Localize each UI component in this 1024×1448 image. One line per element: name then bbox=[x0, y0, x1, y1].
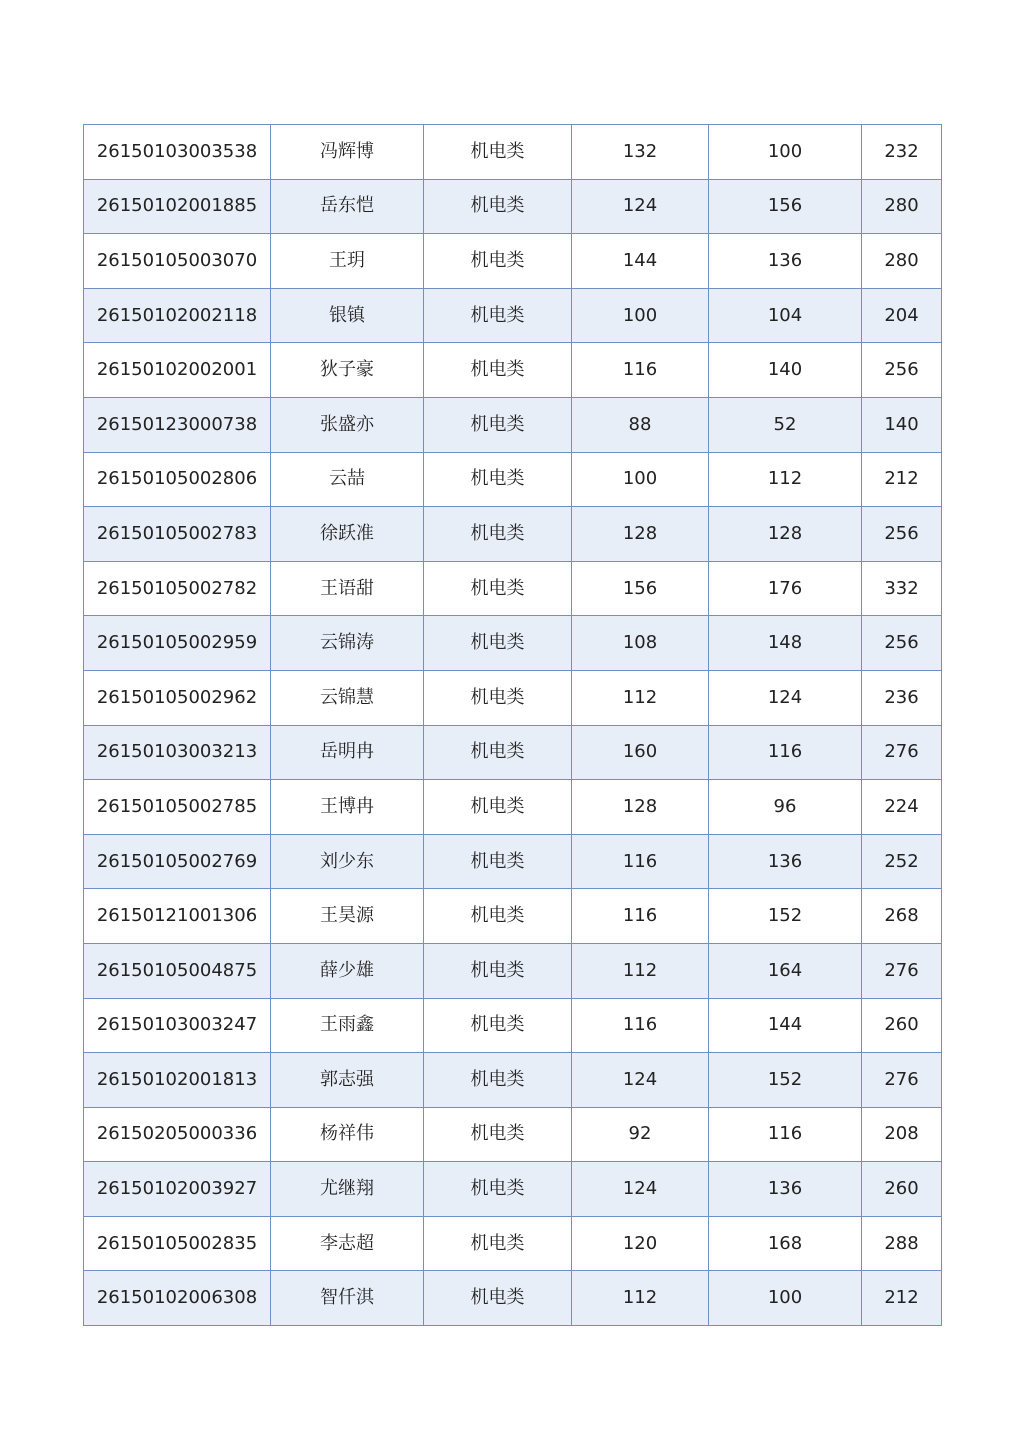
category-cell: 机电类 bbox=[424, 725, 572, 780]
table-row bbox=[84, 452, 942, 507]
candidate-id-cell: 26150123000738 bbox=[84, 397, 271, 452]
candidate-id-cell: 26150103003538 bbox=[84, 125, 271, 180]
category-cell: 机电类 bbox=[424, 507, 572, 562]
category-cell: 机电类 bbox=[424, 288, 572, 343]
category-cell: 机电类 bbox=[424, 125, 572, 180]
score-1-cell: 128 bbox=[572, 507, 709, 562]
category-cell: 机电类 bbox=[424, 1216, 572, 1271]
candidate-name-cell: 张盛亦 bbox=[271, 397, 424, 452]
category-cell: 机电类 bbox=[424, 780, 572, 835]
category-cell: 机电类 bbox=[424, 343, 572, 398]
candidate-id-cell: 26150102001885 bbox=[84, 179, 271, 234]
total-score-cell: 256 bbox=[862, 507, 942, 562]
category-cell: 机电类 bbox=[424, 943, 572, 998]
score-2-cell: 116 bbox=[709, 725, 862, 780]
score-1-cell: 116 bbox=[572, 889, 709, 944]
table-row bbox=[84, 1271, 942, 1326]
score-2-cell: 104 bbox=[709, 288, 862, 343]
total-score-cell: 256 bbox=[862, 616, 942, 671]
total-score-cell: 276 bbox=[862, 943, 942, 998]
score-2-cell: 148 bbox=[709, 616, 862, 671]
score-1-cell: 112 bbox=[572, 670, 709, 725]
score-2-cell: 136 bbox=[709, 1162, 862, 1217]
candidate-id-cell: 26150105002962 bbox=[84, 670, 271, 725]
candidate-name-cell: 岳明冉 bbox=[271, 725, 424, 780]
candidate-name-cell: 云喆 bbox=[271, 452, 424, 507]
candidate-id-cell: 26150103003247 bbox=[84, 998, 271, 1053]
score-1-cell: 144 bbox=[572, 234, 709, 289]
score-2-cell: 140 bbox=[709, 343, 862, 398]
table-row bbox=[84, 1053, 942, 1108]
score-2-cell: 96 bbox=[709, 780, 862, 835]
category-cell: 机电类 bbox=[424, 1053, 572, 1108]
score-1-cell: 100 bbox=[572, 288, 709, 343]
category-cell: 机电类 bbox=[424, 998, 572, 1053]
candidate-id-cell: 26150105004875 bbox=[84, 943, 271, 998]
score-1-cell: 108 bbox=[572, 616, 709, 671]
score-1-cell: 116 bbox=[572, 998, 709, 1053]
score-table bbox=[83, 124, 942, 1326]
total-score-cell: 268 bbox=[862, 889, 942, 944]
candidate-id-cell: 26150103003213 bbox=[84, 725, 271, 780]
category-cell: 机电类 bbox=[424, 616, 572, 671]
table-row bbox=[84, 234, 942, 289]
total-score-cell: 236 bbox=[862, 670, 942, 725]
candidate-id-cell: 26150105002959 bbox=[84, 616, 271, 671]
candidate-id-cell: 26150105003070 bbox=[84, 234, 271, 289]
score-1-cell: 132 bbox=[572, 125, 709, 180]
category-cell: 机电类 bbox=[424, 889, 572, 944]
total-score-cell: 332 bbox=[862, 561, 942, 616]
table-row bbox=[84, 670, 942, 725]
total-score-cell: 208 bbox=[862, 1107, 942, 1162]
candidate-id-cell: 26150105002769 bbox=[84, 834, 271, 889]
table-row bbox=[84, 288, 942, 343]
candidate-id-cell: 26150102006308 bbox=[84, 1271, 271, 1326]
score-2-cell: 156 bbox=[709, 179, 862, 234]
category-cell: 机电类 bbox=[424, 452, 572, 507]
candidate-name-cell: 云锦涛 bbox=[271, 616, 424, 671]
total-score-cell: 252 bbox=[862, 834, 942, 889]
category-cell: 机电类 bbox=[424, 561, 572, 616]
table-row bbox=[84, 1216, 942, 1271]
total-score-cell: 204 bbox=[862, 288, 942, 343]
score-table-body bbox=[84, 125, 942, 1326]
table-row bbox=[84, 507, 942, 562]
candidate-name-cell: 王雨鑫 bbox=[271, 998, 424, 1053]
score-2-cell: 144 bbox=[709, 998, 862, 1053]
total-score-cell: 212 bbox=[862, 1271, 942, 1326]
candidate-name-cell: 冯辉博 bbox=[271, 125, 424, 180]
candidate-name-cell: 薛少雄 bbox=[271, 943, 424, 998]
score-2-cell: 136 bbox=[709, 234, 862, 289]
table-row bbox=[84, 889, 942, 944]
score-1-cell: 128 bbox=[572, 780, 709, 835]
score-1-cell: 124 bbox=[572, 179, 709, 234]
score-1-cell: 100 bbox=[572, 452, 709, 507]
total-score-cell: 260 bbox=[862, 998, 942, 1053]
candidate-name-cell: 王昊源 bbox=[271, 889, 424, 944]
table-row bbox=[84, 834, 942, 889]
candidate-name-cell: 刘少东 bbox=[271, 834, 424, 889]
candidate-name-cell: 尤继翔 bbox=[271, 1162, 424, 1217]
score-2-cell: 112 bbox=[709, 452, 862, 507]
score-2-cell: 168 bbox=[709, 1216, 862, 1271]
score-2-cell: 52 bbox=[709, 397, 862, 452]
candidate-name-cell: 银镇 bbox=[271, 288, 424, 343]
category-cell: 机电类 bbox=[424, 397, 572, 452]
candidate-name-cell: 狄子豪 bbox=[271, 343, 424, 398]
category-cell: 机电类 bbox=[424, 234, 572, 289]
score-1-cell: 112 bbox=[572, 1271, 709, 1326]
score-2-cell: 116 bbox=[709, 1107, 862, 1162]
candidate-name-cell: 杨祥伟 bbox=[271, 1107, 424, 1162]
category-cell: 机电类 bbox=[424, 834, 572, 889]
total-score-cell: 260 bbox=[862, 1162, 942, 1217]
total-score-cell: 224 bbox=[862, 780, 942, 835]
table-row bbox=[84, 616, 942, 671]
candidate-name-cell: 王博冉 bbox=[271, 780, 424, 835]
table-row bbox=[84, 343, 942, 398]
score-1-cell: 116 bbox=[572, 343, 709, 398]
total-score-cell: 280 bbox=[862, 234, 942, 289]
table-row bbox=[84, 1162, 942, 1217]
table-row bbox=[84, 179, 942, 234]
table-row bbox=[84, 397, 942, 452]
candidate-name-cell: 王语甜 bbox=[271, 561, 424, 616]
candidate-id-cell: 26150105002835 bbox=[84, 1216, 271, 1271]
table-row bbox=[84, 125, 942, 180]
candidate-id-cell: 26150121001306 bbox=[84, 889, 271, 944]
score-2-cell: 176 bbox=[709, 561, 862, 616]
table-row bbox=[84, 725, 942, 780]
score-1-cell: 88 bbox=[572, 397, 709, 452]
score-1-cell: 124 bbox=[572, 1162, 709, 1217]
candidate-id-cell: 26150105002785 bbox=[84, 780, 271, 835]
total-score-cell: 232 bbox=[862, 125, 942, 180]
total-score-cell: 288 bbox=[862, 1216, 942, 1271]
category-cell: 机电类 bbox=[424, 179, 572, 234]
category-cell: 机电类 bbox=[424, 1162, 572, 1217]
table-row bbox=[84, 780, 942, 835]
score-1-cell: 124 bbox=[572, 1053, 709, 1108]
score-1-cell: 112 bbox=[572, 943, 709, 998]
score-2-cell: 136 bbox=[709, 834, 862, 889]
candidate-name-cell: 智仟淇 bbox=[271, 1271, 424, 1326]
total-score-cell: 212 bbox=[862, 452, 942, 507]
candidate-id-cell: 26150105002783 bbox=[84, 507, 271, 562]
candidate-id-cell: 26150105002782 bbox=[84, 561, 271, 616]
candidate-name-cell: 岳东恺 bbox=[271, 179, 424, 234]
category-cell: 机电类 bbox=[424, 1107, 572, 1162]
table-row bbox=[84, 561, 942, 616]
score-2-cell: 152 bbox=[709, 1053, 862, 1108]
candidate-name-cell: 徐跃准 bbox=[271, 507, 424, 562]
candidate-name-cell: 王玥 bbox=[271, 234, 424, 289]
total-score-cell: 276 bbox=[862, 1053, 942, 1108]
category-cell: 机电类 bbox=[424, 1271, 572, 1326]
total-score-cell: 140 bbox=[862, 397, 942, 452]
total-score-cell: 280 bbox=[862, 179, 942, 234]
candidate-id-cell: 26150105002806 bbox=[84, 452, 271, 507]
candidate-id-cell: 26150102001813 bbox=[84, 1053, 271, 1108]
score-2-cell: 100 bbox=[709, 1271, 862, 1326]
score-1-cell: 156 bbox=[572, 561, 709, 616]
candidate-name-cell: 李志超 bbox=[271, 1216, 424, 1271]
score-2-cell: 152 bbox=[709, 889, 862, 944]
score-1-cell: 120 bbox=[572, 1216, 709, 1271]
candidate-name-cell: 云锦慧 bbox=[271, 670, 424, 725]
candidate-name-cell: 郭志强 bbox=[271, 1053, 424, 1108]
score-2-cell: 100 bbox=[709, 125, 862, 180]
score-1-cell: 160 bbox=[572, 725, 709, 780]
table-row bbox=[84, 998, 942, 1053]
candidate-id-cell: 26150205000336 bbox=[84, 1107, 271, 1162]
table-row bbox=[84, 1107, 942, 1162]
table-row bbox=[84, 943, 942, 998]
score-1-cell: 116 bbox=[572, 834, 709, 889]
score-2-cell: 128 bbox=[709, 507, 862, 562]
candidate-id-cell: 26150102002001 bbox=[84, 343, 271, 398]
category-cell: 机电类 bbox=[424, 670, 572, 725]
total-score-cell: 276 bbox=[862, 725, 942, 780]
score-1-cell: 92 bbox=[572, 1107, 709, 1162]
score-2-cell: 124 bbox=[709, 670, 862, 725]
score-2-cell: 164 bbox=[709, 943, 862, 998]
candidate-id-cell: 26150102002118 bbox=[84, 288, 271, 343]
candidate-id-cell: 26150102003927 bbox=[84, 1162, 271, 1217]
total-score-cell: 256 bbox=[862, 343, 942, 398]
